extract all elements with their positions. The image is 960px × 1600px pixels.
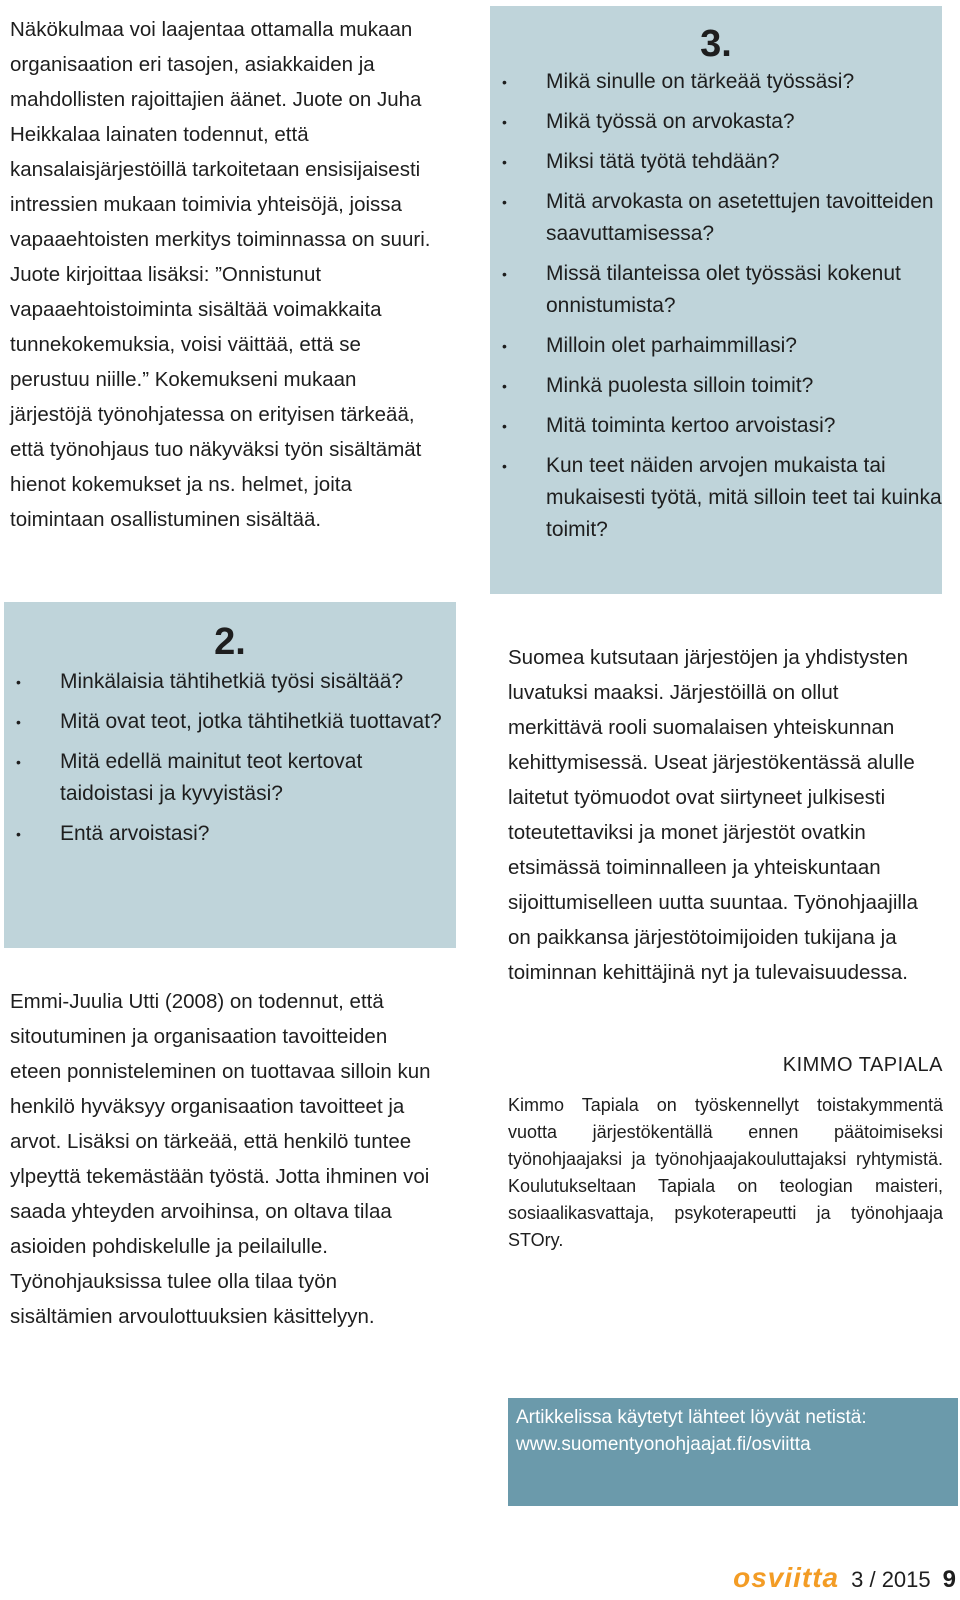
bullet-icon: • <box>502 338 507 354</box>
list-item: • Miksi tätä työtä tehdään? <box>490 146 942 178</box>
author-bio: Kimmo Tapiala on työskennellyt toistakymmentä vuotta järjestökentällä ennen päätoimiseksi työnohjaajaksi ja työnohjaajakouluttajaksi ryhtymistä. Koulutukseltaan Tapiala on teologian maisteri, sosiaalikasvattaja, psykoterapeutti ja työnohjaaja STOry. <box>508 1095 943 1250</box>
box-2-number: 2. <box>214 621 246 663</box>
bullet-icon: • <box>502 74 507 90</box>
list-item: • Mitä arvokasta on asetettujen tavoitteiden saavuttamisessa? <box>490 186 942 250</box>
osviitta-logo: osviitta <box>733 1562 840 1593</box>
list-item: • Mikä sinulle on tärkeää työssäsi? <box>490 66 942 98</box>
question-box-3 <box>490 6 942 594</box>
author-section <box>508 1052 943 1254</box>
left-column-bottom <box>10 984 440 1334</box>
sources-box <box>508 1398 958 1506</box>
list-item: • Minkälaisia tähtihetkiä työsi sisältää? <box>4 666 456 698</box>
list-item: • Kun teet näiden arvojen mukaista tai mukaisesti työtä, mitä silloin teet tai kuinka toimit? <box>490 450 942 546</box>
bullet-icon: • <box>502 194 507 210</box>
sources-url[interactable]: www.suomentyonohjaajat.fi/osviitta <box>516 1434 811 1455</box>
left-column-top <box>10 12 440 537</box>
bullet-icon: • <box>502 266 507 282</box>
paragraph-right: Suomea kutsutaan järjestöjen ja yhdistysten luvatuksi maaksi. Järjestöillä on ollut merkittävä rooli suomalaisen yhteiskunnan kehittymisessä. Useat järjestökentässä alulle laitetut työmuodot ovat siirtyneet julkisesti toteutettaviksi ja monet järjestöt ovatkin etsimässä toiminnalleen ja yhteiskuntaan sijoittumiselleen uutta suuntaa. Työnohjaajilla on paikkansa järjestötoimijoiden tukijana ja toiminnan kehittäjinä nyt ja tulevaisuudessa. <box>508 646 918 984</box>
page-number: 9 <box>942 1566 956 1593</box>
sources-line-1: Artikkelissa käytetyt lähteet löyvät netistä: <box>516 1407 867 1428</box>
bullet-icon: • <box>502 378 507 394</box>
bullet-icon: • <box>502 114 507 130</box>
list-item: • Mitä ovat teot, jotka tähtihetkiä tuottavat? <box>4 706 456 738</box>
box-3-list <box>490 66 942 546</box>
box-3-number: 3. <box>700 23 732 65</box>
bullet-icon: • <box>16 674 21 690</box>
bullet-icon: • <box>16 714 21 730</box>
list-item: • Mikä työssä on arvokasta? <box>490 106 942 138</box>
list-item: • Missä tilanteissa olet työssäsi kokenut onnistumista? <box>490 258 942 322</box>
author-name: KIMMO TAPIALA <box>782 1054 943 1076</box>
list-item: • Mitä edellä mainitut teot kertovat taidoistasi ja kyvyistäsi? <box>4 746 456 810</box>
right-column <box>508 640 938 990</box>
list-item: • Mitä toiminta kertoo arvoistasi? <box>490 410 942 442</box>
footer <box>694 1562 956 1598</box>
bullet-icon: • <box>502 154 507 170</box>
list-item: • Minkä puolesta silloin toimit? <box>490 370 942 402</box>
list-item: • Milloin olet parhaimmillasi? <box>490 330 942 362</box>
paragraph-bottom: Emmi-Juulia Utti (2008) on todennut, että sitoutuminen ja organisaation tavoitteiden eteen ponnisteleminen on tuottavaa silloin kun henkilö hyväksyy organisaation tavoitteet ja arvot. Lisäksi on tärkeää, että henkilö tuntee ylpeyttä tekemästään työstä. Jotta ihminen voi saada yhteyden arvoihinsa, on oltava tilaa asioiden pohdiskelulle ja peilailulle. Työnohjauksissa tulee olla tilaa työn sisältämien arvoulottuuksien käsittelyyn. <box>10 990 431 1328</box>
bullet-icon: • <box>16 826 21 842</box>
bullet-icon: • <box>502 418 507 434</box>
box-2-list <box>4 666 456 850</box>
list-item: • Entä arvoistasi? <box>4 818 456 850</box>
paragraph-top: Näkökulmaa voi laajentaa ottamalla mukaan organisaation eri tasojen, asiakkaiden ja mahdollisten rajoittajien äänet. Juote on Juha Heikkalaa lainaten todennut, että kansalaisjärjestöillä tarkoitetaan ensisijaisesti intressien mukaan toimivia yhteisöjä, joissa vapaaehtoisten merkitys toiminnassa on suuri. Juote kirjoittaa lisäksi: ”Onnistunut vapaaehtoistoiminta sisältää voimakkaita tunnekokemuksia, voisi väittää, että se perustuu niille.” Kokemukseni mukaan järjestöjä työnohjatessa on erityisen tärkeää, että työnohjaus tuo näkyväksi työn sisältämät hienot kokemukset ja ns. helmet, joita toimintaan osallistuminen sisältää. <box>10 18 431 531</box>
question-box-2 <box>4 602 456 948</box>
bullet-icon: • <box>502 458 507 474</box>
issue-number: 3 / 2015 <box>851 1567 931 1592</box>
bullet-icon: • <box>16 754 21 770</box>
